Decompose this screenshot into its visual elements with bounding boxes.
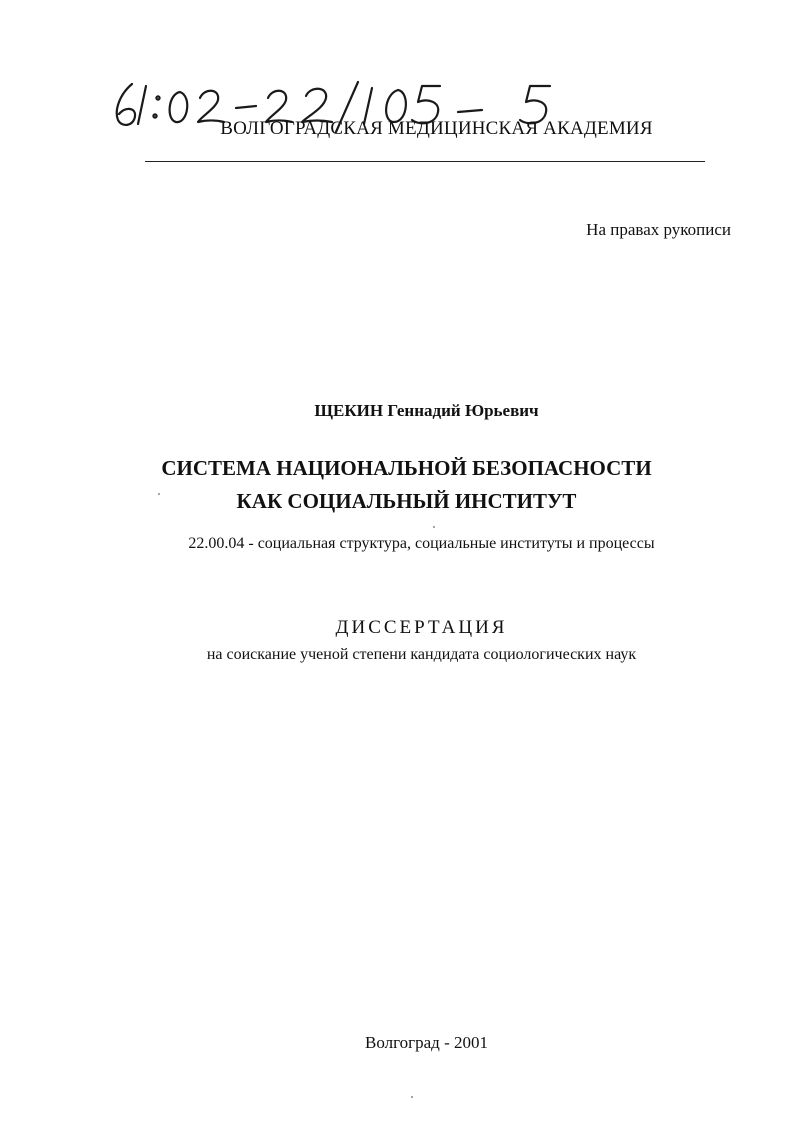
scan-speck (433, 526, 435, 528)
author-name: ЩЕКИН Геннадий Юрьевич (314, 401, 539, 420)
institution-name: ВОЛГОГРАДСКАЯ МЕДИЦИНСКАЯ АКАДЕМИЯ (220, 118, 653, 139)
dissertation-title (0, 452, 793, 518)
city-and-year: Волгоград - 2001 (365, 1033, 488, 1052)
header-divider (145, 161, 705, 162)
specialty-code: 22.00.04 - социальная структура, социальные институты и процессы (188, 535, 655, 552)
title-line-2: КАК СОЦИАЛЬНЫЙ ИНСТИТУТ (236, 489, 577, 513)
scan-speck (411, 1096, 413, 1098)
manuscript-rights-note: На правах рукописи (586, 220, 731, 239)
scan-speck (158, 493, 160, 495)
document-type: ДИССЕРТАЦИЯ (335, 617, 508, 638)
title-line-1: СИСТЕМА НАЦИОНАЛЬНОЙ БЕЗОПАСНОСТИ (161, 456, 652, 480)
degree-description: на соискание ученой степени кандидата социологических наук (206, 646, 637, 663)
